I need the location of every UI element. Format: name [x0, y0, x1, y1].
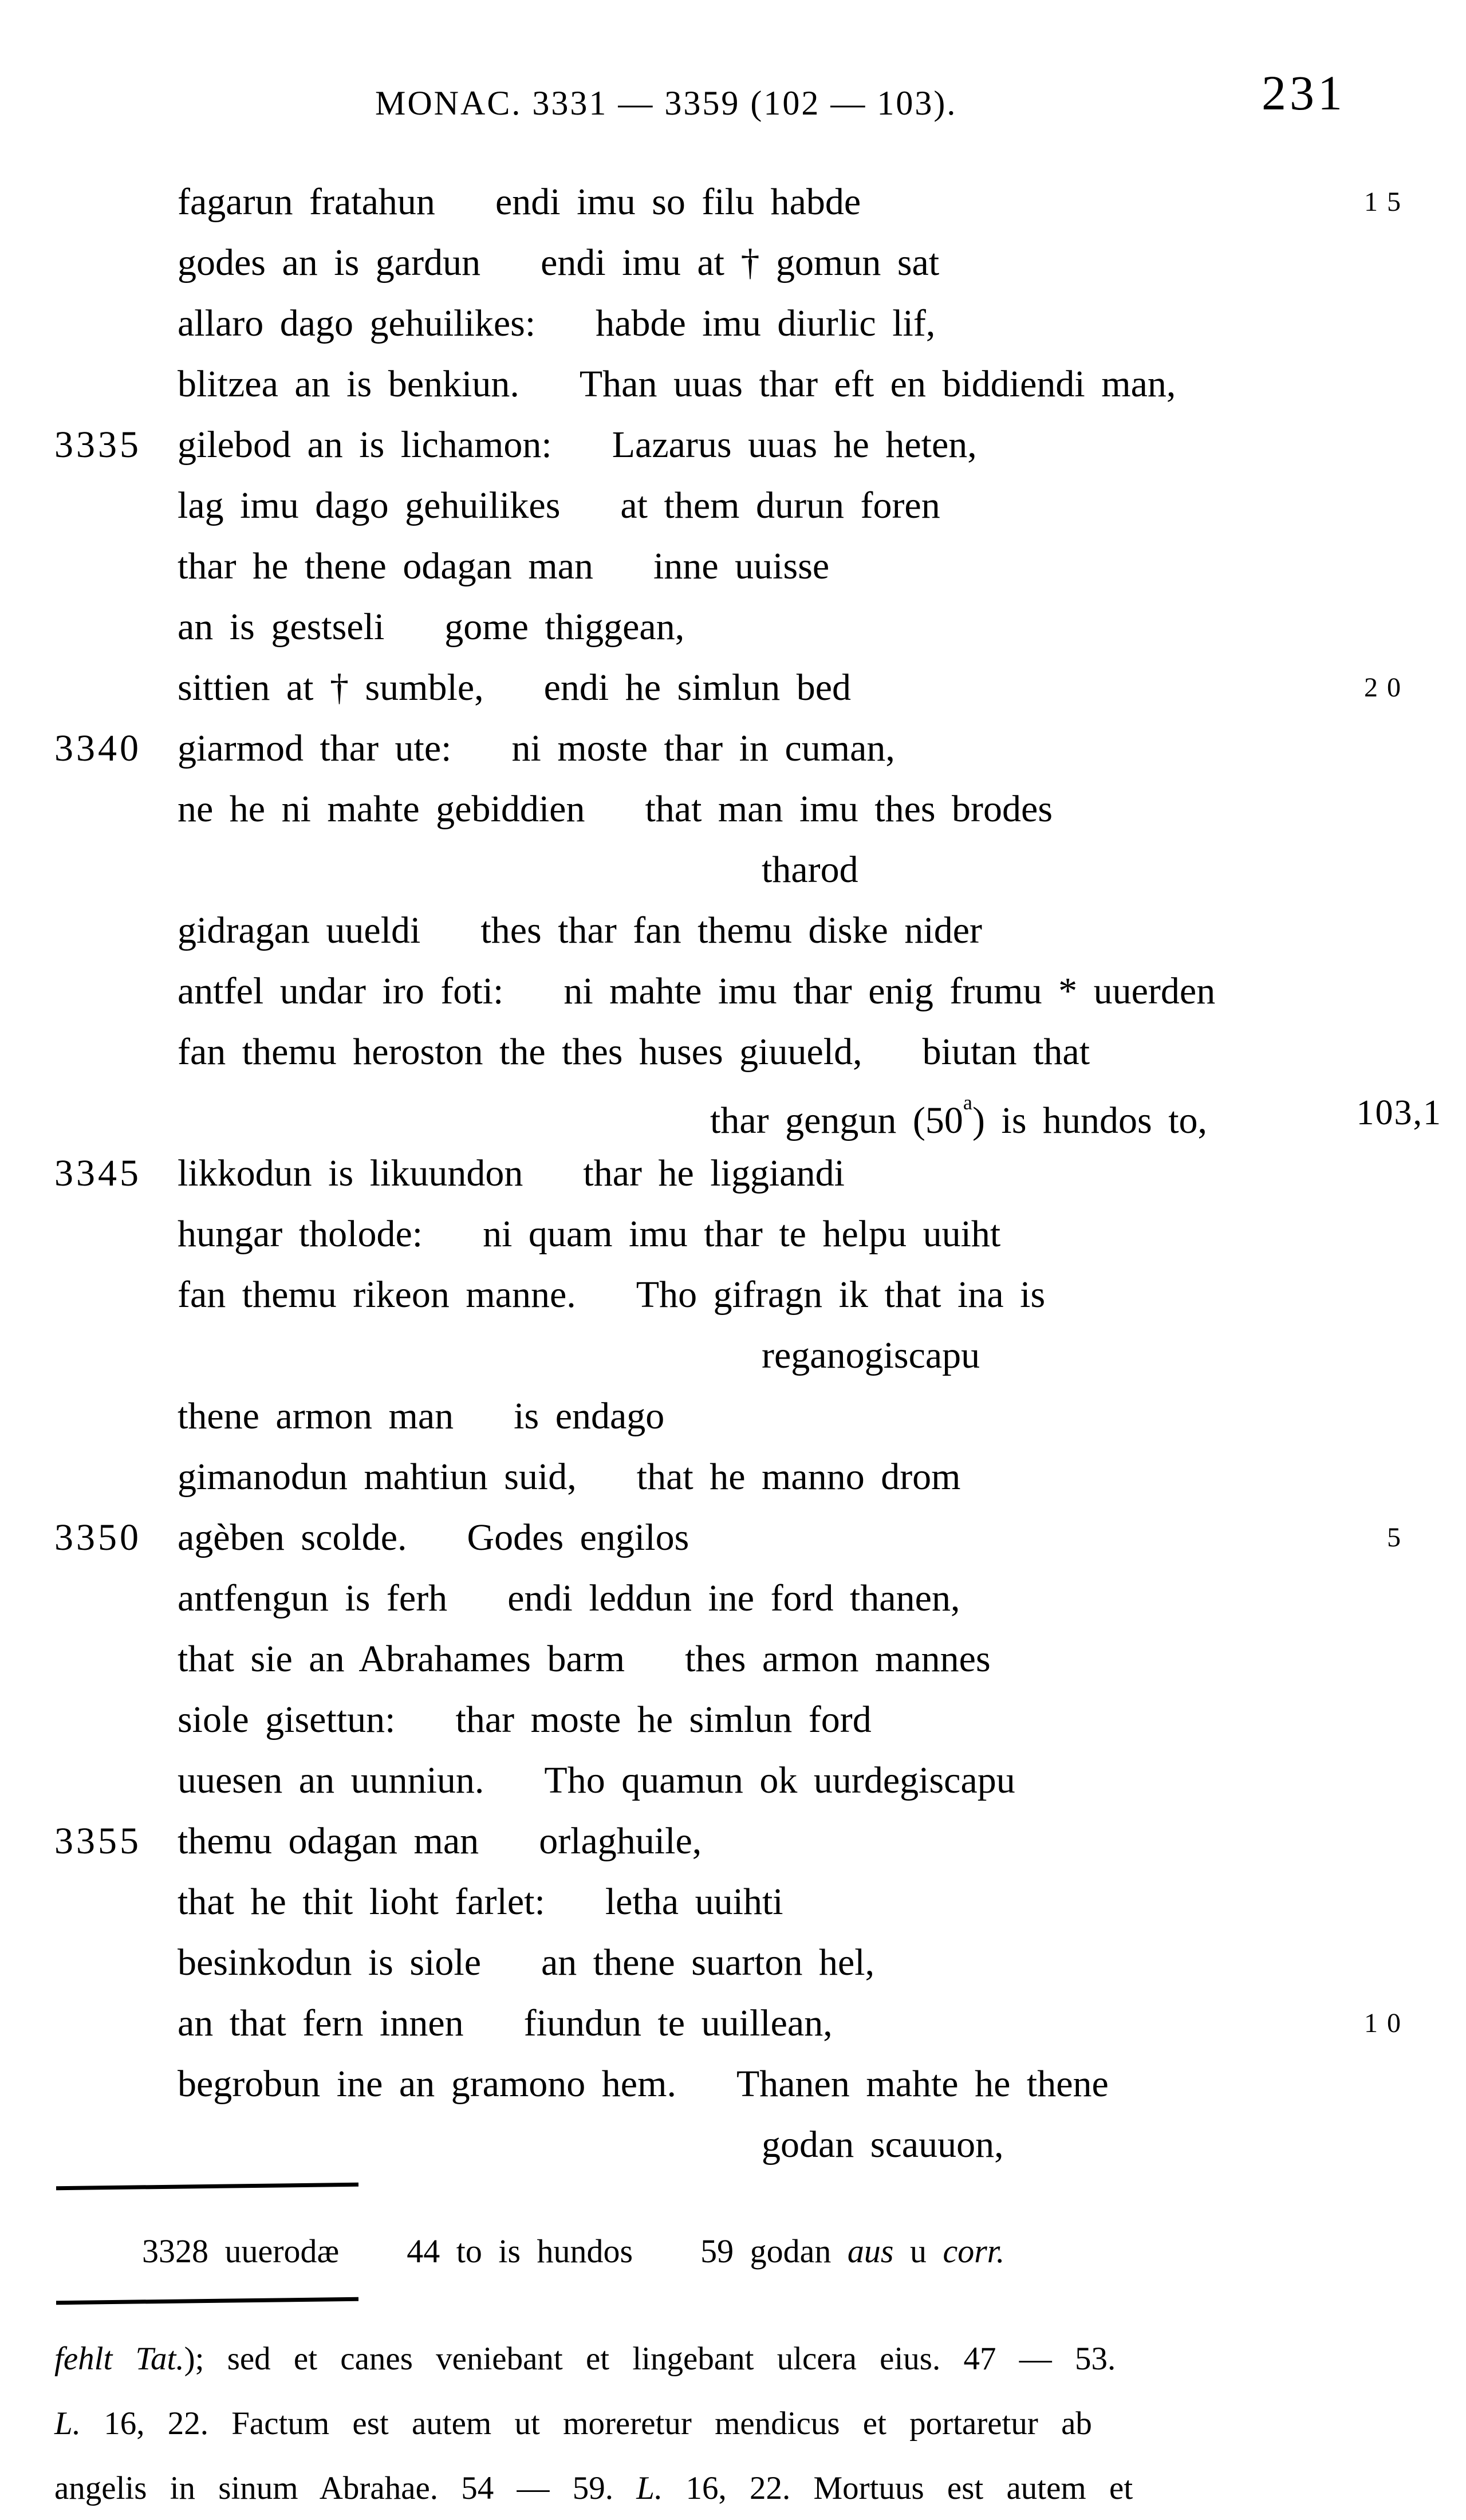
verse-line — [178, 1690, 1414, 1750]
half-verse-a: godan scauuon, — [762, 2124, 1004, 2165]
verse-line — [178, 1872, 1414, 1932]
margin-verse-count: 20 — [1364, 672, 1410, 703]
half-verse-b: letha uuihti — [605, 1881, 783, 1923]
verse-line — [178, 1629, 1414, 1690]
half-verse-a: allaro dago gehuilikes: — [178, 302, 536, 344]
footnote-line — [54, 2391, 1429, 2456]
half-verse-a: siole gisettun: — [178, 1699, 396, 1741]
verse-number: 3340 — [54, 727, 141, 769]
verse-line — [54, 1811, 1414, 1872]
half-verse-a: sittien at † sumble, — [178, 667, 484, 708]
verse-line — [178, 1750, 1414, 1811]
half-verse-a: thar he thene odagan man — [178, 545, 594, 587]
half-verse-a: blitzea an is benkiun. — [178, 363, 519, 405]
half-verse-b: inne uuisse — [653, 545, 830, 587]
half-verse-a: tharod — [762, 849, 858, 891]
half-verse-a: agèben scolde. — [178, 1517, 407, 1558]
half-verse-b: Thanen mahte he thene — [736, 2063, 1109, 2105]
half-verse-b: Tho gifragn ik that ina is — [636, 1274, 1046, 1316]
margin-verse-count: 15 — [1364, 187, 1410, 217]
verse-line — [178, 840, 1414, 900]
verse-line — [178, 900, 1414, 961]
half-verse-a: that he thit lioht farlet: — [178, 1881, 545, 1923]
half-verse-a: thene armon man — [178, 1395, 454, 1437]
apparatus-entry — [407, 2221, 633, 2282]
roman-text: ); sed et canes veniebant et lingebant ulcera eius. 47 — 53. — [184, 2341, 1116, 2377]
half-verse-b: Lazarus uuas he heten, — [612, 424, 977, 466]
verse-line — [178, 475, 1414, 536]
half-verse-b: that he manno drom — [636, 1456, 961, 1498]
half-verse-a: reganogiscapu — [762, 1334, 980, 1376]
verse-line — [178, 1993, 1414, 2054]
half-verse-a: an that fern innen — [178, 2002, 464, 2044]
half-verse-a: fagarun fratahun — [178, 181, 435, 223]
half-verse-a: gilebod an is lichamon: — [178, 424, 552, 466]
verse-line — [178, 354, 1414, 415]
half-verse-a: gimanodun mahtiun suid, — [178, 1456, 577, 1498]
half-verse-a: likkodun is likuundon — [178, 1152, 523, 1194]
roman-text: 3328 uuerodæ — [142, 2232, 340, 2270]
half-verse-b: Than uuas thar eft en biddiendi man, — [579, 363, 1176, 405]
italic-text: L. — [54, 2405, 81, 2442]
page-number: 231 — [1262, 65, 1346, 120]
half-verse-a: lag imu dago gehuilikes — [178, 485, 561, 526]
verse-line — [178, 597, 1414, 657]
verse-line — [178, 779, 1414, 840]
half-verse-b: ni mahte imu thar enig frumu * uuerden — [563, 970, 1216, 1012]
apparatus-line — [142, 2221, 1004, 2282]
half-verse-a: uuesen an uunniun. — [178, 1759, 484, 1801]
italic-text: aus — [847, 2232, 894, 2270]
half-verse-b: thar moste he simlun ford — [455, 1699, 872, 1741]
superscript-note: a — [963, 1090, 973, 1114]
verse-line — [178, 536, 1414, 597]
verse-line — [178, 172, 1414, 233]
half-verse-b: Godes engilos — [467, 1517, 689, 1558]
verse-line — [54, 1143, 1414, 1204]
verse-number: 3335 — [54, 424, 141, 466]
half-verse-a: antfengun is ferh — [178, 1577, 448, 1619]
half-verse-b: fiundun te uuillean, — [523, 2002, 833, 2044]
roman-text: 59 godan — [700, 2232, 848, 2270]
verse-line — [178, 1082, 1442, 1143]
footnote-line — [54, 2456, 1429, 2520]
half-verse-a: that sie an Abrahames barm — [178, 1638, 625, 1680]
italic-text: corr. — [943, 2232, 1005, 2270]
half-verse-a: ne he ni mahte gebiddien — [178, 788, 585, 830]
half-verse-b: Tho quamun ok uurdegiscapu — [544, 1759, 1015, 1801]
verse-line — [178, 1265, 1414, 1325]
half-verse-b: is endago — [514, 1395, 665, 1437]
half-verse-a: antfel undar iro foti: — [178, 970, 504, 1012]
half-verse-b: endi imu so filu habde — [495, 181, 861, 223]
verse-number: 3355 — [54, 1820, 141, 1862]
half-verse-a: besinkodun is siole — [178, 1942, 481, 1983]
half-verse-b: thes thar fan themu diske nider — [480, 909, 982, 951]
verse-line — [178, 2054, 1414, 2115]
verse-line — [178, 1447, 1414, 1507]
verse-line — [178, 657, 1414, 718]
half-verse-b: an thene suarton hel, — [541, 1942, 875, 1983]
half-verse-b: orlaghuile, — [539, 1820, 702, 1862]
apparatus-divider-top — [56, 2183, 358, 2190]
apparatus-entry — [700, 2221, 1004, 2282]
roman-text: u — [893, 2232, 943, 2270]
fitte-number: 103,1 — [1356, 1093, 1442, 1132]
verse-line — [54, 1507, 1414, 1568]
footnote-block — [54, 2326, 1429, 2520]
half-verse-b: thar he liggiandi — [583, 1152, 845, 1194]
half-verse-b: endi he simlun bed — [543, 667, 852, 708]
verse-number: 3345 — [54, 1152, 141, 1194]
italic-text: fehlt Tat. — [54, 2341, 184, 2377]
apparatus-divider-bottom — [56, 2297, 358, 2305]
verse-line — [178, 1325, 1414, 1386]
verse-line — [178, 2115, 1414, 2175]
half-verse-a: an is gestseli — [178, 606, 385, 648]
half-verse-b: ni moste thar in cuman, — [511, 727, 895, 769]
half-verse-a: thar gengun (50$^a$) is hundos to, — [710, 1090, 1208, 1141]
half-verse-b: that man imu thes brodes — [645, 788, 1053, 830]
footnote-line — [54, 2326, 1429, 2391]
half-verse-b: at them durun foren — [620, 485, 940, 526]
margin-verse-count: 10 — [1364, 2008, 1410, 2038]
verse-block — [54, 172, 1442, 2175]
verse-line — [178, 1204, 1414, 1265]
half-verse-a: fan themu rikeon manne. — [178, 1274, 576, 1316]
verse-line — [178, 293, 1414, 354]
verse-line — [178, 1932, 1414, 1993]
verse-line — [178, 1022, 1414, 1082]
roman-text: angelis in sinum Abrahae. 54 — 59. — [54, 2470, 637, 2506]
half-verse-a: gidragan uueldi — [178, 909, 421, 951]
italic-text: L. — [636, 2470, 663, 2506]
half-verse-a: fan themu heroston the thes huses giuueld, — [178, 1031, 862, 1073]
half-verse-a: giarmod thar ute: — [178, 727, 452, 769]
half-verse-b: gome thiggean, — [444, 606, 685, 648]
half-verse-b: endi leddun ine ford thanen, — [507, 1577, 960, 1619]
half-verse-b: thes armon mannes — [685, 1638, 991, 1680]
half-verse-b: biutan that — [922, 1031, 1090, 1073]
roman-text: 44 to is hundos — [407, 2232, 633, 2270]
half-verse-a: begrobun ine an gramono hem. — [178, 2063, 676, 2105]
running-head: MONAC. 3331 — 3359 (102 — 103). — [375, 84, 957, 122]
roman-text: 16, 22. Mortuus est autem et — [663, 2470, 1133, 2506]
verse-line — [178, 961, 1414, 1022]
verse-line — [54, 718, 1414, 779]
apparatus-entry — [142, 2221, 339, 2282]
half-verse-b: endi imu at † gomun sat — [541, 242, 940, 284]
verse-line — [178, 233, 1414, 293]
margin-verse-count: 5 — [1387, 1522, 1410, 1553]
verse-line — [178, 1568, 1414, 1629]
half-verse-b: habde imu diurlic lif, — [596, 302, 936, 344]
verse-number: 3350 — [54, 1517, 141, 1558]
roman-text: 16, 22. Factum est autem ut moreretur mendicus et portaretur ab — [80, 2405, 1092, 2442]
half-verse-a: godes an is gardun — [178, 242, 481, 284]
half-verse-b: ni quam imu thar te helpu uuiht — [483, 1213, 1001, 1255]
half-verse-a: hungar tholode: — [178, 1213, 423, 1255]
verse-line — [178, 1386, 1414, 1447]
verse-line — [54, 415, 1414, 475]
half-verse-a: themu odagan man — [178, 1820, 479, 1862]
